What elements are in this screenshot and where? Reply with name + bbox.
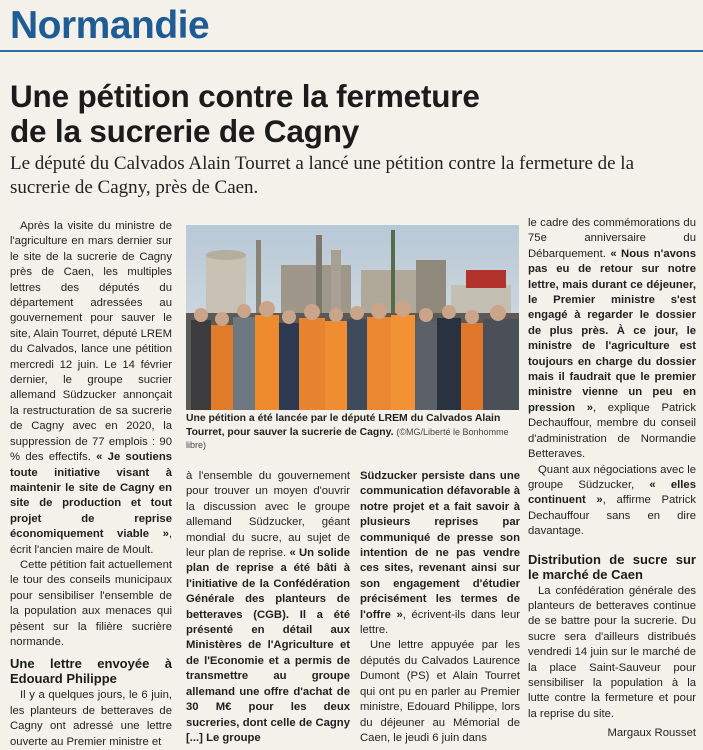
section-title: Normandie <box>10 4 210 47</box>
text: , écrit l'ancien maire de Moult. <box>10 528 172 556</box>
headline-line-2: de la sucrerie de Cagny <box>10 113 360 149</box>
column-3 <box>360 469 520 746</box>
text: le cadre des commémorations du 75e anniversaire du Débarquement. <box>528 217 696 260</box>
column-2 <box>186 469 350 746</box>
paragraph <box>528 216 696 463</box>
column-1 <box>10 219 172 750</box>
lede: Le député du Calvados Alain Tourret a lancé une pétition contre la fermeture de la sucrerie de Cagny, près de Caen. <box>10 153 635 198</box>
section-rule <box>0 50 703 52</box>
text: , écrivent-ils dans leur lettre. <box>360 608 520 637</box>
paragraph: Il y a quelques jours, le 6 juin, les planteurs de betteraves de Cagny ont adressé une lettre ouverte au Premier ministre et <box>10 689 172 748</box>
news-photo <box>186 225 519 410</box>
headline-line-1: Une pétition contre la fermeture <box>10 78 480 114</box>
text: , affirme Patrick Dechauffour sans en dire davantage. <box>528 494 697 538</box>
subheading: Distribution de sucre sur le marché de Caen <box>528 551 696 582</box>
author-signature: Margaux Rousset <box>607 727 696 740</box>
paragraph <box>10 219 172 558</box>
quote: « Nous n'avons pas eu de retour sur notre lettre, mais durant ce déjeuner, le Premier ministre s'est engagé à regarder le dossier de plus près. À ce jour, le ministre de l'agriculture est toujours en charge du dossier mais il faudrait que le premier ministre vienne un peu en pression » <box>528 247 696 414</box>
text: , explique Patrick Dechauffour, membre du conseil d'administration de Normandie Betteraves. <box>528 401 696 461</box>
paragraph <box>186 469 350 746</box>
quote: « elles continuent » <box>528 478 696 507</box>
quote: « Un solide plan de reprise a été bâti à l'initiative de la Confédération Générale des planteurs de betteraves (CGB). Il a été présenté en détail aux Ministères de l'Agriculture et de l'Economie et a permis de transmettre au groupe allemand une offre d'achat de 30 M€ pour les deux sucreries, dont celle de Cagny [...] Le groupe <box>186 547 350 744</box>
paragraph: Cette pétition fait actuellement le tour des conseils municipaux pour sensibiliser l'ensemble de la population aux menaces qui pèsent sur la filière sucrière normande. <box>10 558 172 648</box>
text: Après la visite du ministre de l'agriculture en mars dernier sur le site de la sucrerie de Cagny près de Caen, les multiples lettres des députés du département adressées au gouvernement pour sauver le site, Alain Tourret, député LREM du Calvados, lance une pétition mercredi 12 juin. Le 14 février dernier, le groupe sucrier allemand Südzucker annonçait la restructuration de sa sucrerie de Cagny avec en 2020, la suppression de 77 emplois : 90 % des effectifs. <box>10 220 172 464</box>
paragraph: La confédération générale des planteurs de betteraves continue de se battre pour la sucrerie. Du sucre sera d'ailleurs distribués vendredi 14 juin sur le marché de la place Saint-Sauveur pour sensibiliser la population à la lutte contre la fermeture et pour la reprise du site. <box>528 584 696 720</box>
caption-text: Une pétition a été lancée par le député LREM du Calvados Alain Tourret, pour sauver la sucrerie de Cagny. <box>186 413 501 438</box>
text: Quant aux négociations avec le groupe Südzucker, <box>528 463 696 491</box>
protest-photo-illustration <box>186 225 519 410</box>
quote: « Je soutiens toute initiative visant à maintenir le site de Cagny en site de production et tout projet de reprise économiquement viable » <box>10 451 173 541</box>
photo-credit: (©MG/Liberté le Bonhomme libre) <box>186 426 509 451</box>
photo-caption <box>186 412 519 453</box>
subheading: Une lettre envoyée à Edouard Philippe <box>10 656 172 687</box>
column-4 <box>528 216 696 742</box>
quote: Südzucker persiste dans une communication défavorable à notre projet et a fait savoir à plusieurs reprises par communiqué de presse son intention de ne pas vendre ces sites, revenant ainsi sur son engagement d'étudier précisément les termes de l'offre » <box>360 470 520 621</box>
headline <box>10 79 700 149</box>
paragraph: Une lettre appuyée par les députés du Calvados Laurence Dumont (PS) et Alain Tourret qui ont pu en parler au Premier ministre, Edouard Philippe, lors du déjeuner au Mémorial de Caen, le jeudi 6 juin dans <box>360 639 520 744</box>
paragraph <box>528 463 696 540</box>
paragraph <box>360 469 520 638</box>
text: à l'ensemble du gouvernement pour trouver un moyen d'ouvrir la discussion avec le groupe allemand Südzucker, géant mondial du sucre, au sujet de leur plan de reprise. <box>186 470 350 560</box>
